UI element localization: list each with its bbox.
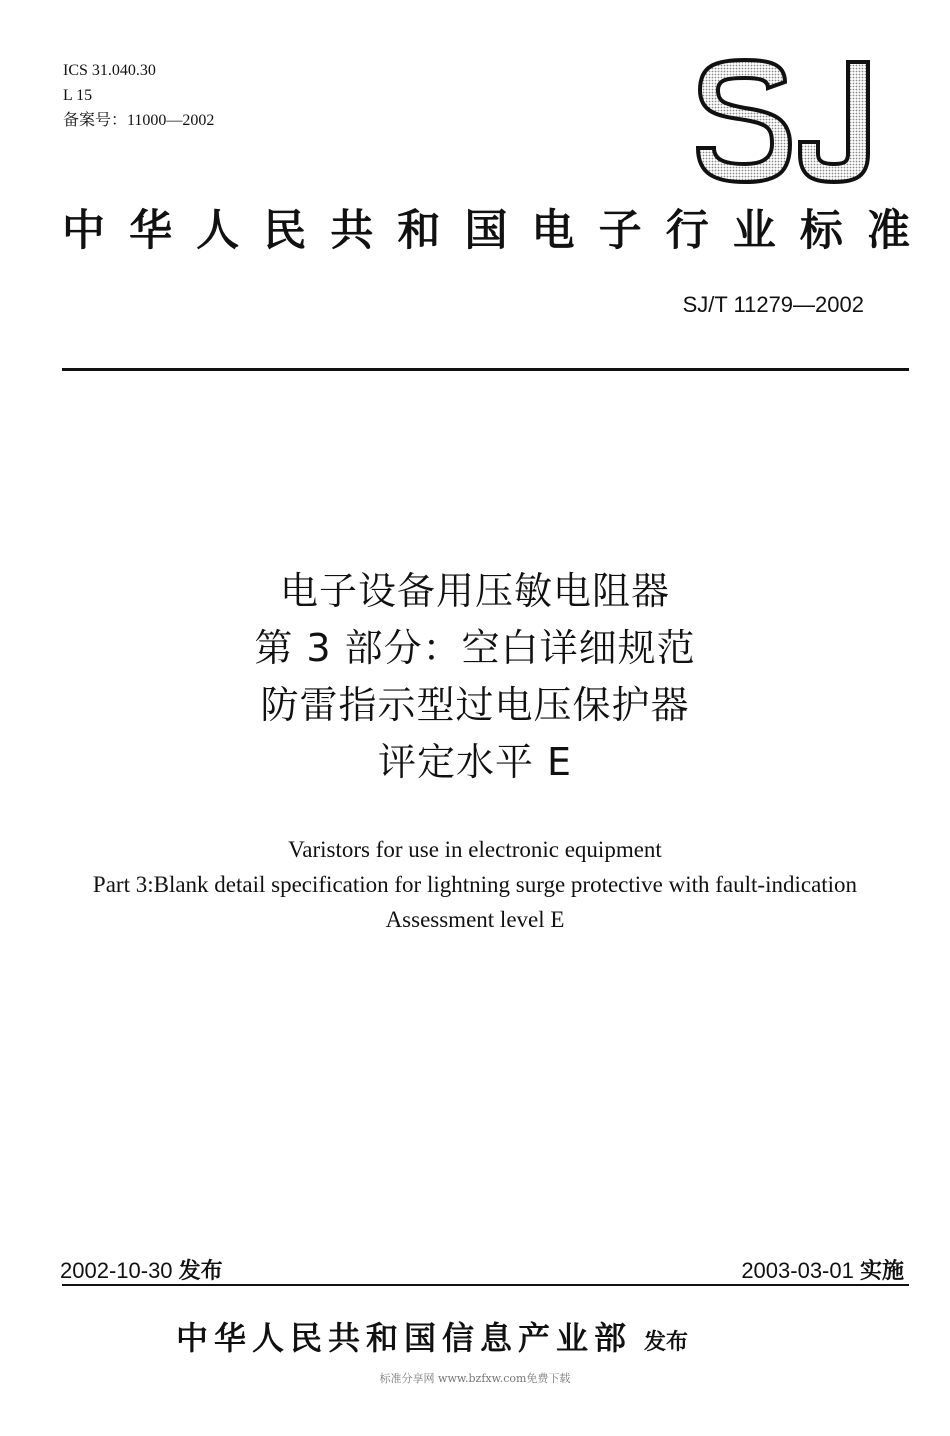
chinese-title-line: 第 3 部分：空白详细规范 xyxy=(254,626,696,670)
org-char: 准 xyxy=(866,206,910,256)
org-char: 国 xyxy=(464,206,508,256)
org-char: 共 xyxy=(330,206,374,256)
issue-label: 发布 xyxy=(178,1259,223,1284)
ics-code: ICS 31.040.30 xyxy=(63,62,156,79)
effective-date-value: 2003-03-01 xyxy=(741,1258,854,1283)
english-title-line: Assessment level E xyxy=(385,907,565,932)
org-char: 子 xyxy=(598,206,642,256)
sj-logo xyxy=(690,52,880,190)
header-divider xyxy=(62,368,909,371)
issue-date-value: 2002-10-30 xyxy=(60,1258,173,1283)
org-char: 业 xyxy=(732,206,776,256)
organization-title xyxy=(62,197,910,258)
org-char: 华 xyxy=(129,206,173,256)
filing-number: 备案号：11000—2002 xyxy=(63,112,215,129)
chinese-title-line: 评定水平 E xyxy=(377,740,573,784)
english-title-line: Part 3:Blank detail specification for lightning surge protective with fault-indication xyxy=(92,872,858,897)
org-char: 人 xyxy=(196,206,240,256)
effective-date xyxy=(741,1254,904,1285)
chinese-title-line: 电子设备用压敏电阻器 xyxy=(279,569,670,613)
english-title-line: Varistors for use in electronic equipment xyxy=(288,837,662,862)
footer-divider xyxy=(62,1284,909,1286)
org-char: 行 xyxy=(665,206,709,256)
publisher-name: 中华人民共和国信息产业部 xyxy=(176,1319,633,1357)
standard-number: SJ/T 11279—2002 xyxy=(682,292,864,317)
org-char: 和 xyxy=(397,206,441,256)
document-metadata xyxy=(63,58,214,133)
issue-date xyxy=(60,1254,223,1285)
classification-code: L 15 xyxy=(63,87,93,104)
publisher xyxy=(176,1313,688,1359)
org-char: 民 xyxy=(263,206,307,256)
watermark-text: 标准分享网 www.bzfxw.com免费下载 xyxy=(379,1372,571,1385)
publisher-suffix: 发布 xyxy=(644,1330,689,1355)
effective-label: 实施 xyxy=(859,1259,904,1284)
org-char: 中 xyxy=(62,206,105,256)
org-char: 标 xyxy=(799,206,843,256)
english-title xyxy=(0,832,950,937)
chinese-title xyxy=(0,563,950,791)
org-char: 电 xyxy=(531,206,575,256)
chinese-title-line: 防雷指示型过电压保护器 xyxy=(260,683,690,727)
